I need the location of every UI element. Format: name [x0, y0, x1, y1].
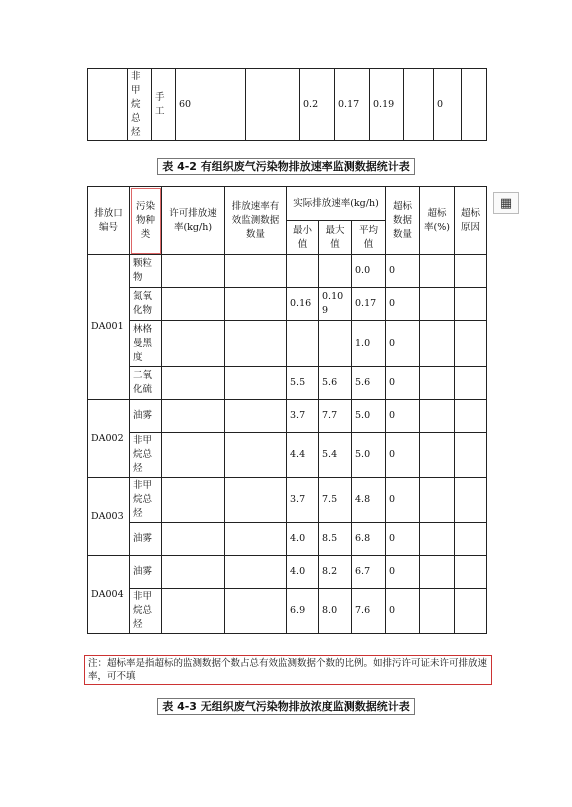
avg-cell: 1.0: [352, 321, 386, 367]
exceed-count-cell: 0: [386, 433, 420, 478]
avg-cell: 7.6: [352, 589, 386, 634]
exceed-rate-cell: [420, 523, 455, 556]
exceed-rate-cell: [420, 321, 455, 367]
exceed-reason-cell: [455, 478, 487, 523]
min-cell: 4.0: [287, 523, 319, 556]
min-cell: [287, 321, 319, 367]
outlet-cell: DA002: [88, 400, 130, 478]
exceed-reason-cell: [455, 433, 487, 478]
blank-cell: [462, 69, 487, 141]
table-row: [88, 255, 487, 288]
valid-count-cell: [225, 589, 287, 634]
exceed-rate-cell: [420, 478, 455, 523]
exceed-reason-cell: [455, 321, 487, 367]
method-cell: 手工: [152, 69, 176, 141]
avg-cell: 0.19: [370, 69, 404, 141]
min-cell: 6.9: [287, 589, 319, 634]
avg-cell: 5.0: [352, 400, 386, 433]
table-row: [88, 478, 487, 523]
exceed-count-cell: 0: [386, 321, 420, 367]
permit-rate-cell: [162, 400, 225, 433]
pollutant-cell: 油雾: [130, 400, 162, 433]
exceed-count-cell: 0: [386, 367, 420, 400]
permit-rate-cell: [162, 478, 225, 523]
min-cell: [287, 255, 319, 288]
header-permit-rate: 许可排放速率(kg/h): [162, 187, 225, 255]
emission-rate-table: [87, 186, 487, 634]
pollutant-cell: 油雾: [130, 556, 162, 589]
exceed-reason-cell: [455, 400, 487, 433]
exceed-count-cell: 0: [386, 478, 420, 523]
max-cell: 8.2: [319, 556, 352, 589]
table-caption: 表 4-2 有组织废气污染物排放速率监测数据统计表: [0, 158, 572, 174]
exceed-count-cell: 0: [386, 556, 420, 589]
header-exceed-count: 超标数据数量: [386, 187, 420, 255]
blank-cell: [88, 69, 128, 141]
header-pollutant[interactable]: 污染物种类: [130, 187, 162, 255]
exceed-rate-cell: [420, 367, 455, 400]
avg-cell: 0.17: [352, 288, 386, 321]
min-cell: 0.16: [287, 288, 319, 321]
exceed-rate-cell: [420, 556, 455, 589]
min-cell: 3.7: [287, 478, 319, 523]
permit-rate-cell: [162, 367, 225, 400]
blank-cell: [246, 69, 300, 141]
table-note: 注：超标率是指超标的监测数据个数占总有效监测数据个数的比例。如排污许可证未许可排放速率，可不填: [84, 655, 492, 685]
table-row: [88, 556, 487, 589]
exceed-rate-cell: [420, 400, 455, 433]
table-caption-next: 表 4-3 无组织废气污染物排放浓度监测数据统计表: [0, 698, 572, 714]
permit-rate-cell: [162, 556, 225, 589]
table-row: [88, 433, 487, 478]
valid-count-cell: [225, 321, 287, 367]
outlet-cell: DA003: [88, 478, 130, 556]
table-row: [88, 367, 487, 400]
max-cell: 8.0: [319, 589, 352, 634]
max-cell: 7.5: [319, 478, 352, 523]
header-exceed-rate: 超标率(%): [420, 187, 455, 255]
permit-rate-cell: [162, 321, 225, 367]
valid-count-cell: [225, 523, 287, 556]
max-cell: 0.17: [335, 69, 370, 141]
table-row: [88, 400, 487, 433]
pollutant-cell: 氮氧化物: [130, 288, 162, 321]
header-max: 最大值: [319, 221, 352, 255]
avg-cell: 5.0: [352, 433, 386, 478]
table-row: [88, 288, 487, 321]
permit-rate-cell: [162, 589, 225, 634]
pollutant-cell: 颗粒物: [130, 255, 162, 288]
valid-count-cell: [225, 367, 287, 400]
max-cell: 0.109: [319, 288, 352, 321]
exceed-rate-cell: [420, 589, 455, 634]
pollutant-cell: 林格曼黑度: [130, 321, 162, 367]
exceed-reason-cell: [455, 367, 487, 400]
max-cell: 7.7: [319, 400, 352, 433]
max-cell: 8.5: [319, 523, 352, 556]
exceed-reason-cell: [455, 255, 487, 288]
header-actual-rate: 实际排放速率(kg/h): [287, 187, 386, 221]
min-cell: 3.7: [287, 400, 319, 433]
exceed-count-cell: 0: [386, 288, 420, 321]
pollutant-cell: 非甲烷总烃: [128, 69, 152, 141]
header-valid-count: 排放速率有效监测数据数量: [225, 187, 287, 255]
exceed-count-cell: 0: [386, 400, 420, 433]
exceed-rate-cell: [420, 255, 455, 288]
header-exceed-reason: 超标原因: [455, 187, 487, 255]
permit-rate-cell: [162, 288, 225, 321]
exceed-rate-cell: [420, 433, 455, 478]
min-cell: 4.4: [287, 433, 319, 478]
valid-count-cell: [225, 556, 287, 589]
max-cell: [319, 255, 352, 288]
max-cell: 5.4: [319, 433, 352, 478]
pollutant-cell: 非甲烷总烃: [130, 589, 162, 634]
permit-rate-cell: [162, 255, 225, 288]
header-min: 最小值: [287, 221, 319, 255]
valid-count-cell: [225, 478, 287, 523]
table-row: [88, 523, 487, 556]
outlet-cell: DA004: [88, 556, 130, 634]
exceed-rate-cell: [420, 288, 455, 321]
avg-cell: 6.7: [352, 556, 386, 589]
max-cell: [319, 321, 352, 367]
exceed-reason-cell: [455, 288, 487, 321]
table-body: [88, 255, 487, 634]
max-cell: 5.6: [319, 367, 352, 400]
exceed-reason-cell: [455, 523, 487, 556]
valid-count-cell: [225, 288, 287, 321]
pollutant-cell: 二氧化硫: [130, 367, 162, 400]
valid-count-cell: [225, 400, 287, 433]
valid-count-cell: [225, 255, 287, 288]
min-cell: 5.5: [287, 367, 319, 400]
exceed-reason-cell: [455, 589, 487, 634]
limit-cell: 60: [176, 69, 246, 141]
pollutant-cell: 非甲烷总烃: [130, 478, 162, 523]
avg-cell: 6.8: [352, 523, 386, 556]
exceed-count-cell: 0: [386, 589, 420, 634]
header-outlet: 排放口编号: [88, 187, 130, 255]
valid-count-cell: [225, 433, 287, 478]
exceed-reason-cell: [455, 556, 487, 589]
permit-rate-cell: [162, 523, 225, 556]
min-cell: 0.2: [300, 69, 335, 141]
exceed-count-cell: 0: [386, 523, 420, 556]
permit-rate-cell: [162, 433, 225, 478]
outlet-cell: DA001: [88, 255, 130, 400]
table-layout-icon[interactable]: ▦: [493, 192, 519, 214]
previous-table-fragment: [87, 68, 487, 141]
avg-cell: 5.6: [352, 367, 386, 400]
pollutant-cell: 非甲烷总烃: [130, 433, 162, 478]
pollutant-cell: 油雾: [130, 523, 162, 556]
table-row: [88, 321, 487, 367]
avg-cell: 4.8: [352, 478, 386, 523]
exceed-cell: 0: [434, 69, 462, 141]
exceed-count-cell: 0: [386, 255, 420, 288]
min-cell: 4.0: [287, 556, 319, 589]
table-row: [88, 589, 487, 634]
blank-cell: [404, 69, 434, 141]
avg-cell: 0.0: [352, 255, 386, 288]
header-avg: 平均值: [352, 221, 386, 255]
